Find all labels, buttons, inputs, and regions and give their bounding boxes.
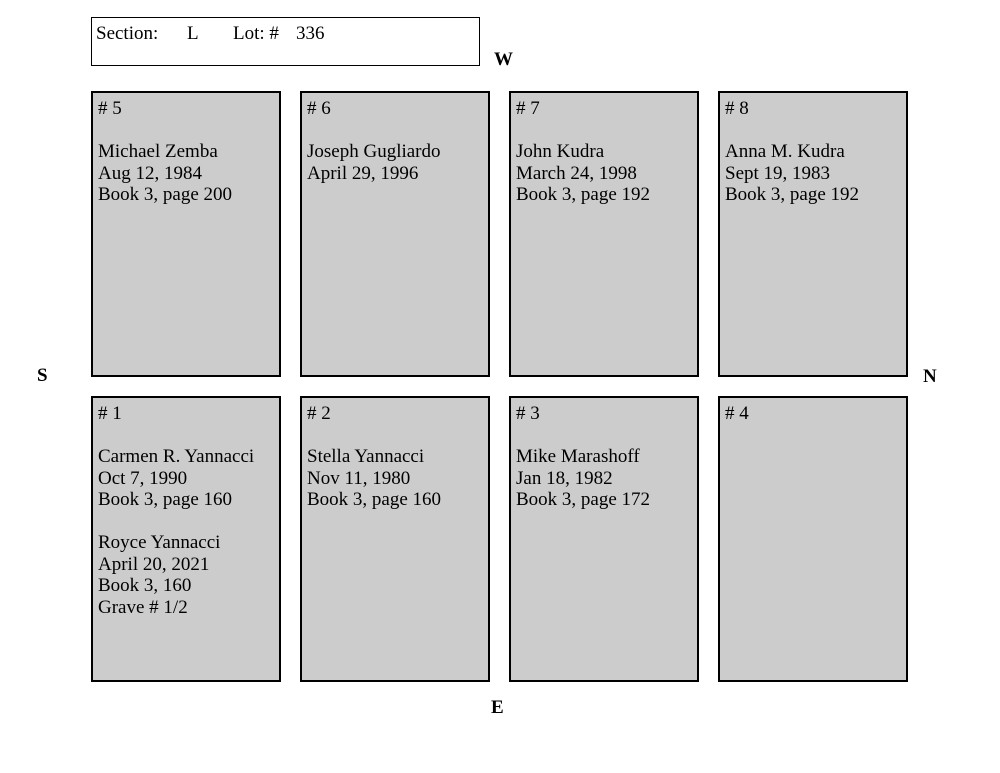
lot-value: 336: [296, 23, 325, 44]
grave-number: # 7: [516, 98, 540, 119]
grave-number: # 6: [307, 98, 331, 119]
deceased-name: Royce Yannacci: [98, 532, 221, 553]
section-lot-box: [91, 17, 480, 66]
grave-plot-2: [300, 396, 490, 682]
burial-entry: [307, 446, 488, 511]
burial-entry: [98, 446, 279, 511]
deceased-name: Mike Marashoff: [516, 446, 640, 467]
compass-south-label: S: [37, 365, 48, 386]
section-label: Section:: [96, 23, 159, 44]
compass-east-label: E: [491, 697, 504, 718]
deceased-name: John Kudra: [516, 141, 605, 162]
burial-entry: [98, 141, 279, 206]
record-reference: Book 3, page 192: [516, 184, 651, 205]
record-reference: Book 3, page 200: [98, 184, 233, 205]
burial-date: April 20, 2021: [98, 553, 210, 575]
burial-date: March 24, 1998: [516, 162, 637, 184]
burial-entry: [98, 532, 279, 618]
record-reference: Book 3, page 160: [98, 489, 233, 510]
grave-plot-3: [509, 396, 699, 682]
compass-west-label: W: [494, 49, 513, 70]
burial-date: Sept 19, 1983: [725, 162, 831, 184]
burial-entry: [725, 141, 906, 206]
grave-plot-4: [718, 396, 908, 682]
burial-date: April 29, 1996: [307, 162, 419, 184]
compass-north-label: N: [923, 366, 937, 387]
deceased-name: Michael Zemba: [98, 141, 218, 162]
burial-date: Aug 12, 1984: [98, 162, 202, 184]
lot-label: Lot: #: [233, 23, 279, 44]
grave-number: # 1: [98, 403, 122, 424]
grave-plot-1: [91, 396, 281, 682]
burial-entry: [516, 141, 697, 206]
grave-number: # 8: [725, 98, 749, 119]
burial-entry: [307, 141, 488, 184]
record-reference: Book 3, page 172: [516, 489, 651, 510]
deceased-name: Stella Yannacci: [307, 446, 425, 467]
grave-number: # 4: [725, 403, 749, 424]
grave-plot-7: [509, 91, 699, 377]
grave-plot-8: [718, 91, 908, 377]
record-reference: Book 3, page 192: [725, 184, 860, 205]
deceased-name: Joseph Gugliardo: [307, 141, 441, 162]
grave-plot-5: [91, 91, 281, 377]
grave-number: # 5: [98, 98, 122, 119]
section-value: L: [187, 23, 199, 44]
record-reference: Grave # 1/2: [98, 596, 188, 618]
grave-number: # 2: [307, 403, 331, 424]
grave-number: # 3: [516, 403, 540, 424]
burial-entry: [516, 446, 697, 511]
deceased-name: Anna M. Kudra: [725, 141, 845, 162]
burial-date: Oct 7, 1990: [98, 467, 188, 489]
deceased-name: Carmen R. Yannacci: [98, 446, 255, 467]
burial-date: Jan 18, 1982: [516, 467, 613, 489]
record-reference: Book 3, 160: [98, 575, 192, 596]
grave-plot-6: [300, 91, 490, 377]
record-reference: Book 3, page 160: [307, 489, 442, 510]
burial-date: Nov 11, 1980: [307, 467, 411, 489]
